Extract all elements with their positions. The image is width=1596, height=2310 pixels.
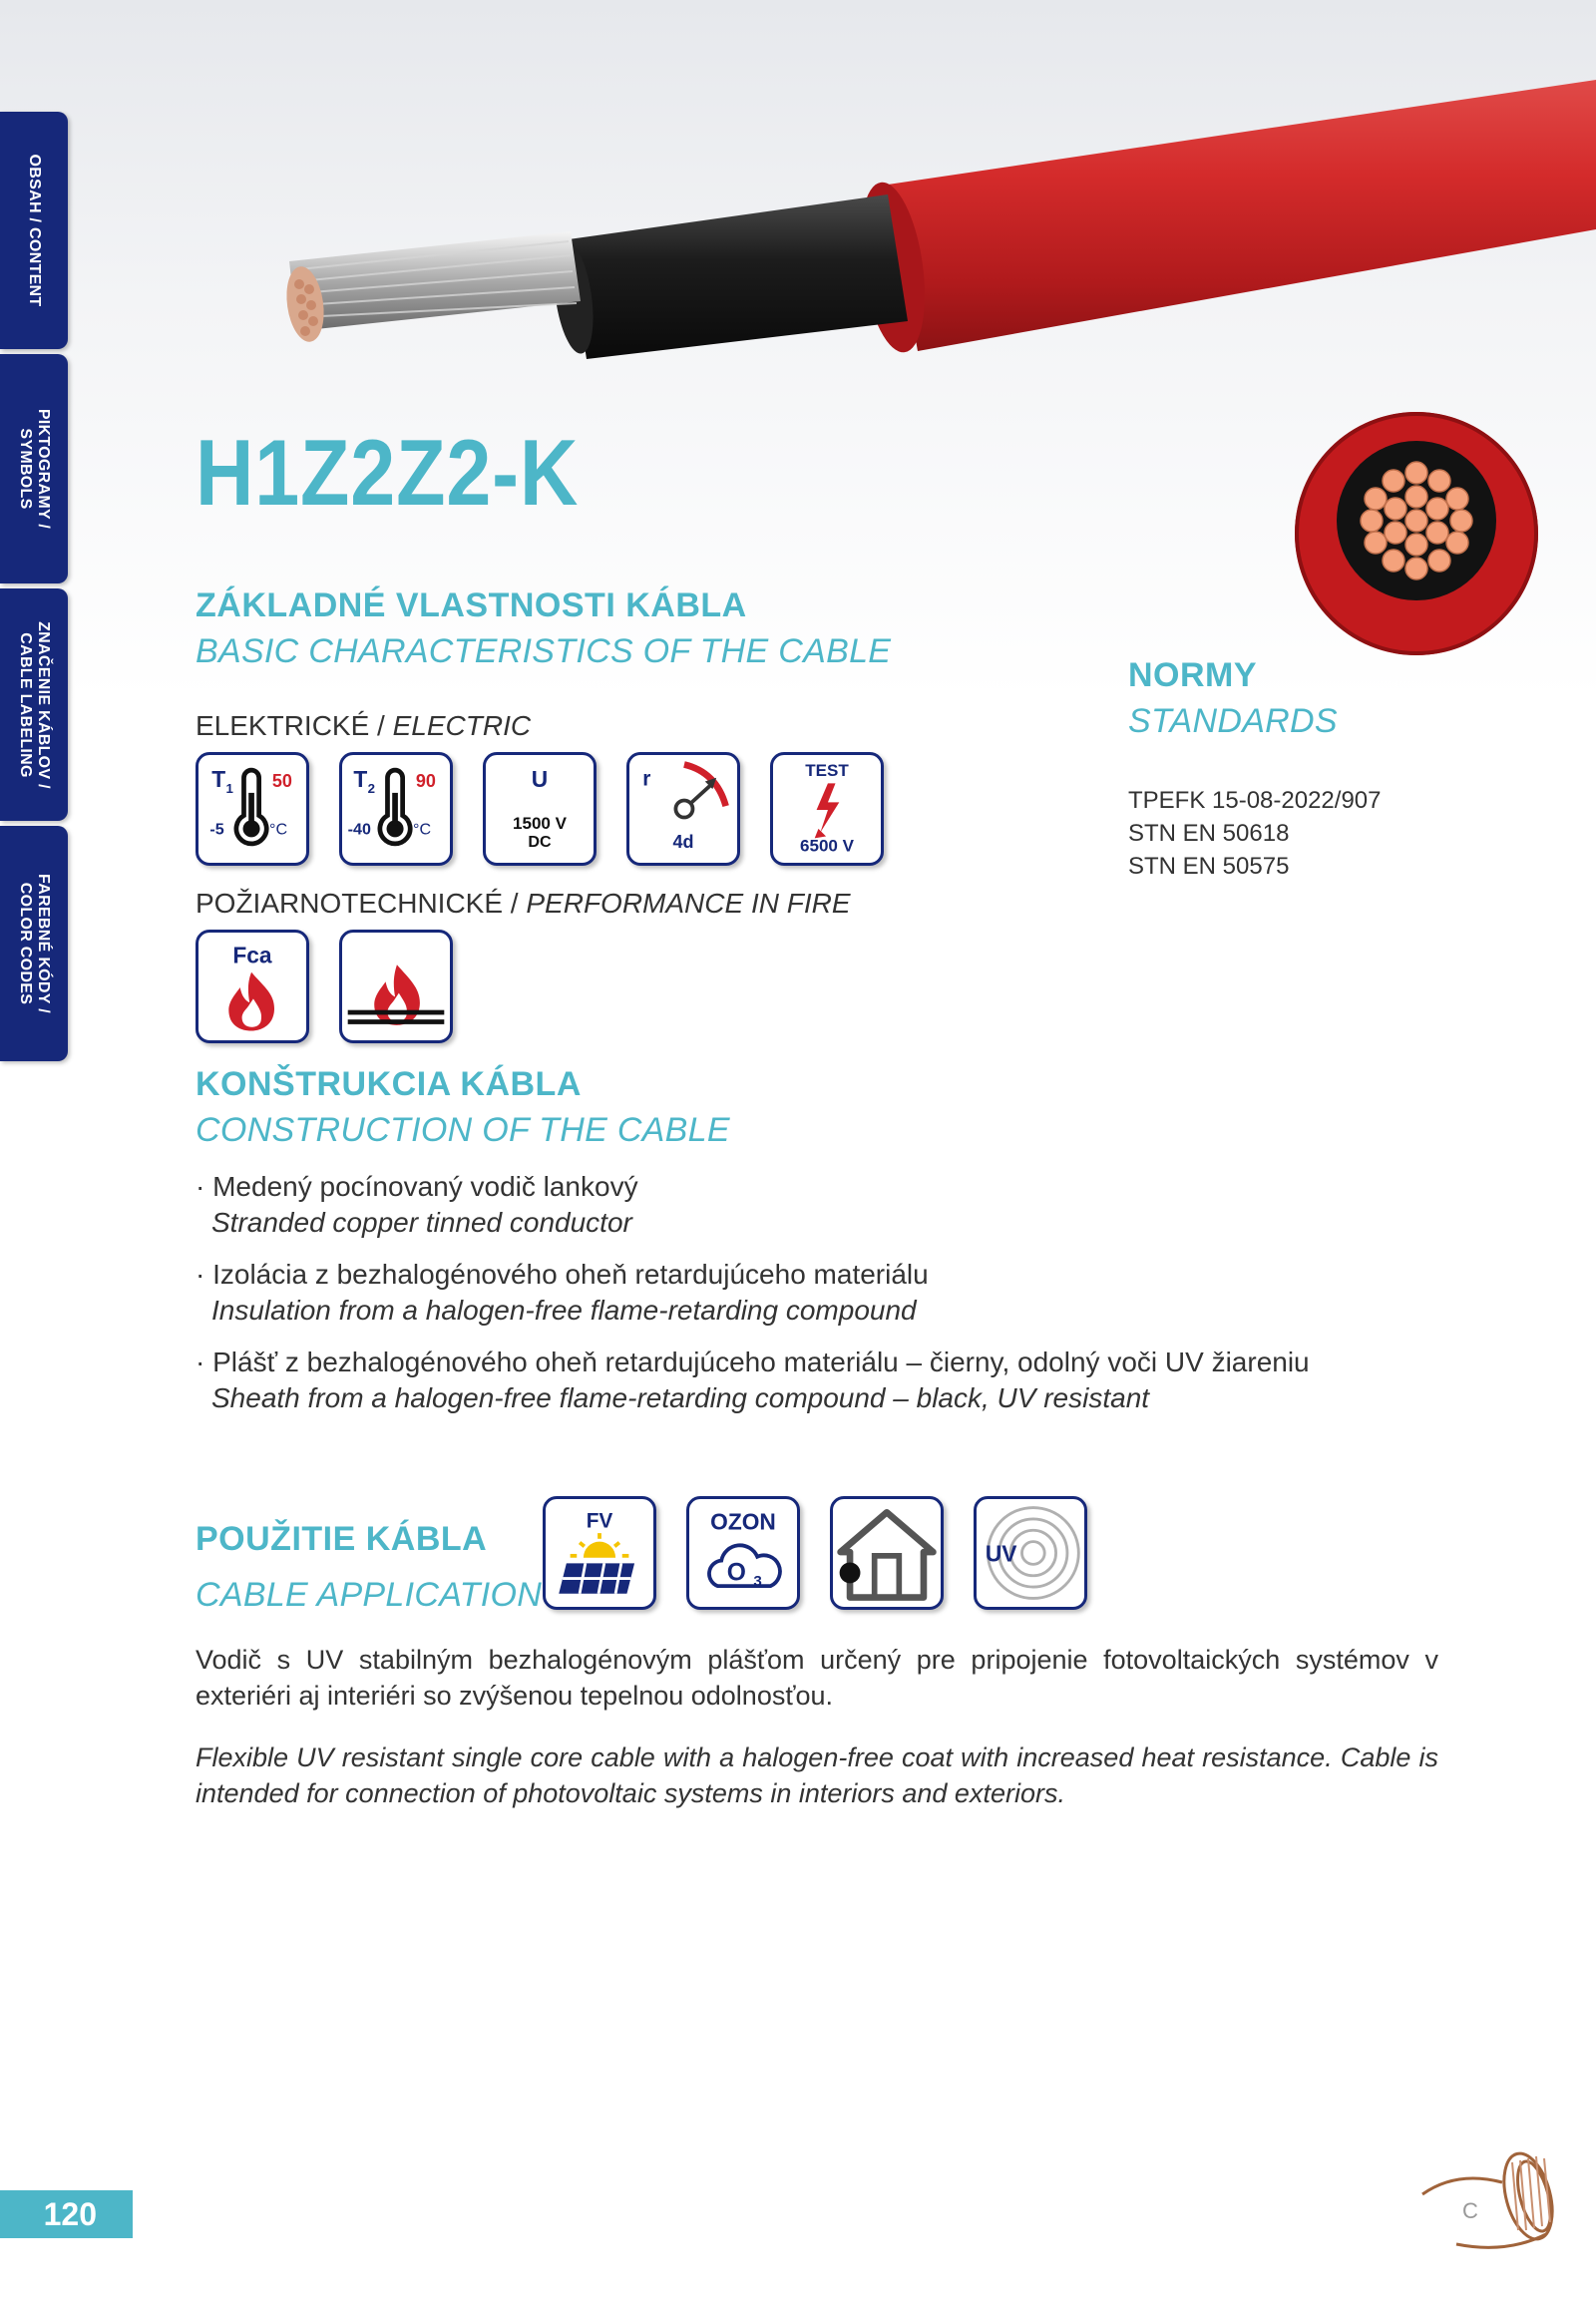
t2-sub: 2: [367, 780, 375, 796]
voltage-icon: [483, 752, 597, 866]
fire-class-fca-icon: [196, 930, 309, 1043]
application-text-sk: Vodič s UV stabilným bezhalogénovým plášťom určený pre pripojenie fotovoltaických systémov v exteriéri aj interiéri so zvýšenou tepelnou odolnosťou.: [196, 1645, 1438, 1711]
bend-value: 4d: [672, 831, 694, 852]
standard-item: STN EN 50575: [1128, 853, 1290, 880]
indoor-outdoor-icon: [830, 1496, 944, 1610]
construction-item-en: Insulation from a halogen-free flame-retarding compound: [211, 1295, 917, 1326]
photovoltaic-icon: [543, 1496, 656, 1610]
side-tab-label: FAREBNÉ KÓDY /: [35, 874, 52, 1013]
t2-min: -40: [347, 820, 371, 839]
basic-heading-sk: ZÁKLADNÉ VLASTNOSTI KÁBLA: [196, 586, 747, 624]
t1-max: 50: [271, 771, 292, 792]
t2-label: T: [353, 766, 368, 793]
fire-label-sk: POŽIARNOTECHNICKÉ /: [196, 888, 519, 919]
uv-resistance-icon: [974, 1496, 1087, 1610]
o3-label: O: [726, 1559, 746, 1587]
side-tab-symbols[interactable]: [0, 354, 68, 583]
logo-letter: C: [1462, 2198, 1478, 2223]
construction-item-en: Sheath from a halogen-free flame-retarding compound – black, UV resistant: [211, 1382, 1150, 1413]
t1-label: T: [211, 766, 226, 793]
fire-subheading: [196, 888, 851, 920]
page-number: 120: [0, 2190, 133, 2238]
construction-item: [196, 1257, 929, 1329]
standard-item: TPEFK 15-08-2022/907: [1128, 787, 1382, 814]
t1-unit: °C: [269, 820, 288, 839]
construction-item-sk: · Izolácia z bezhalogénového oheň retardujúceho materiálu: [196, 1257, 929, 1293]
test-value: 6500 V: [799, 836, 855, 856]
electric-label-sk: ELEKTRICKÉ /: [196, 710, 385, 741]
construction-item-sk: · Medený pocínovaný vodič lankový: [196, 1169, 638, 1205]
construction-item-en: Stranded copper tinned conductor: [211, 1207, 632, 1238]
bend-label: r: [642, 767, 651, 791]
construction-item: [196, 1169, 638, 1241]
construction-heading-en: CONSTRUCTION OF THE CABLE: [196, 1111, 730, 1149]
standards-heading-en: STANDARDS: [1128, 702, 1338, 740]
ozone-resistance-icon: [686, 1496, 800, 1610]
standards-list: [1128, 784, 1382, 883]
test-voltage-icon: [770, 752, 884, 866]
fv-label: FV: [586, 1509, 613, 1533]
fca-label: Fca: [232, 942, 272, 968]
o3-sub: 3: [753, 1573, 762, 1591]
construction-heading-sk: KONŠTRUKCIA KÁBLA: [196, 1065, 582, 1103]
side-tab-label: CABLE LABELING: [17, 631, 34, 778]
temperature-t1-icon: [196, 752, 309, 866]
voltage-type: DC: [528, 832, 552, 851]
t1-sub: 1: [225, 780, 233, 796]
company-logo: [1416, 2134, 1576, 2264]
bending-radius-icon: [626, 752, 740, 866]
basic-heading-en: BASIC CHARACTERISTICS OF THE CABLE: [196, 632, 892, 670]
cable-photo: [269, 60, 1596, 359]
temperature-t2-icon: [339, 752, 453, 866]
standards-heading-sk: NORMY: [1128, 656, 1258, 694]
voltage-value: 1500 V: [512, 813, 568, 833]
voltage-label: U: [531, 766, 549, 793]
application-heading-sk: POUŽITIE KÁBLA: [196, 1520, 488, 1558]
fire-label-en: PERFORMANCE IN FIRE: [526, 888, 851, 919]
standard-item: STN EN 50618: [1128, 820, 1290, 847]
side-tab-label: SYMBOLS: [17, 428, 34, 510]
side-tab-label: COLOR CODES: [17, 882, 34, 1005]
side-tab-content[interactable]: [0, 112, 68, 349]
t1-min: -5: [209, 820, 224, 839]
fire-propagation-icon: [339, 930, 453, 1043]
uv-label: UV: [985, 1540, 1017, 1567]
cable-cross-section: [1292, 409, 1541, 658]
application-heading-en: CABLE APPLICATION: [196, 1576, 543, 1614]
side-tab-label: PIKTOGRAMY /: [35, 408, 52, 530]
side-tab-label: OBSAH / CONTENT: [26, 154, 43, 307]
side-tab-cable-labeling[interactable]: [0, 588, 68, 821]
application-text-en: Flexible UV resistant single core cable with a halogen-free coat with increased heat resistance. Cable is intended for connection of photovoltaic systems in interiors and exteriors.: [196, 1742, 1438, 1808]
t2-unit: °C: [413, 820, 432, 839]
side-tab-label: ZNAČENIE KÁBLOV /: [35, 620, 52, 789]
product-title: H1Z2Z2-K: [196, 420, 580, 525]
construction-item: [196, 1345, 1310, 1416]
ozon-label: OZON: [710, 1508, 776, 1535]
electric-subheading: [196, 710, 531, 742]
construction-item-sk: · Plášť z bezhalogénového oheň retardujúceho materiálu – čierny, odolný voči UV žiareniu: [196, 1345, 1310, 1380]
side-tab-color-codes[interactable]: [0, 826, 68, 1061]
test-label: TEST: [805, 760, 849, 780]
t2-max: 90: [415, 771, 436, 792]
electric-label-en: ELECTRIC: [392, 710, 532, 741]
